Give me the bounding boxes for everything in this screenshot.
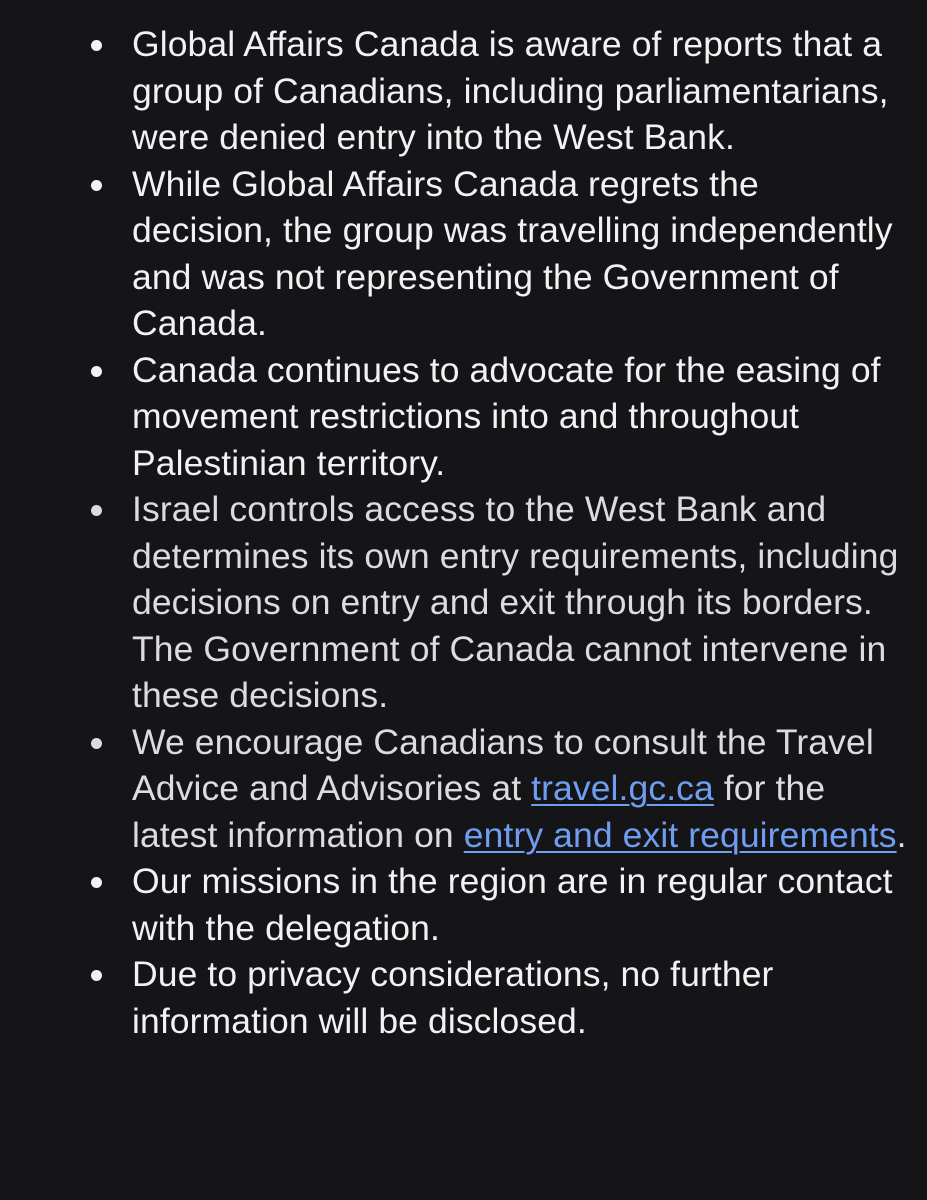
- travel-gc-ca-link[interactable]: travel.gc.ca: [531, 768, 714, 808]
- statement-bullet-list: [0, 21, 927, 1044]
- bullet-item-missions-contact: [0, 858, 927, 951]
- bullet-dot-icon: [91, 40, 102, 51]
- bullet-text: While Global Affairs Canada regrets the decision, the group was travelling independently and was not representing the Government of Canada.: [132, 163, 893, 343]
- bullet-text: Global Affairs Canada is aware of reports that a group of Canadians, including parliamentarians, were denied entry into the West Bank.: [132, 24, 889, 157]
- bullet-text-middle: for the latest information on: [132, 768, 826, 855]
- bullet-item-privacy: [0, 951, 927, 1044]
- bullet-text: Israel controls access to the West Bank and determines its own entry requirements, including decisions on entry and exit through its borders. The Government of Canada cannot intervene in these decisions.: [132, 489, 899, 715]
- bullet-item-travelling-independently: [0, 161, 927, 347]
- bullet-dot-icon: [91, 505, 102, 516]
- bullet-dot-icon: [91, 366, 102, 377]
- bullet-dot-icon: [91, 180, 102, 191]
- bullet-text: Due to privacy considerations, no further information will be disclosed.: [132, 954, 774, 1041]
- bullet-item-israel-controls-access: [0, 486, 927, 719]
- bullet-item-denied-entry: [0, 21, 927, 161]
- bullet-dot-icon: [91, 738, 102, 749]
- bullet-item-advocate-easing: [0, 347, 927, 487]
- bullet-text: Our missions in the region are in regular contact with the delegation.: [132, 861, 893, 948]
- bullet-dot-icon: [91, 877, 102, 888]
- bullet-item-travel-advice: [0, 719, 927, 859]
- entry-exit-requirements-link[interactable]: entry and exit requirements: [463, 814, 897, 855]
- bullet-dot-icon: [91, 970, 102, 981]
- bullet-text-end: .: [896, 814, 907, 855]
- bullet-text-start: We encourage Canadians to consult the Travel Advice and Advisories at: [132, 721, 874, 808]
- bullet-text: Canada continues to advocate for the easing of movement restrictions into and throughout Palestinian territory.: [132, 349, 881, 483]
